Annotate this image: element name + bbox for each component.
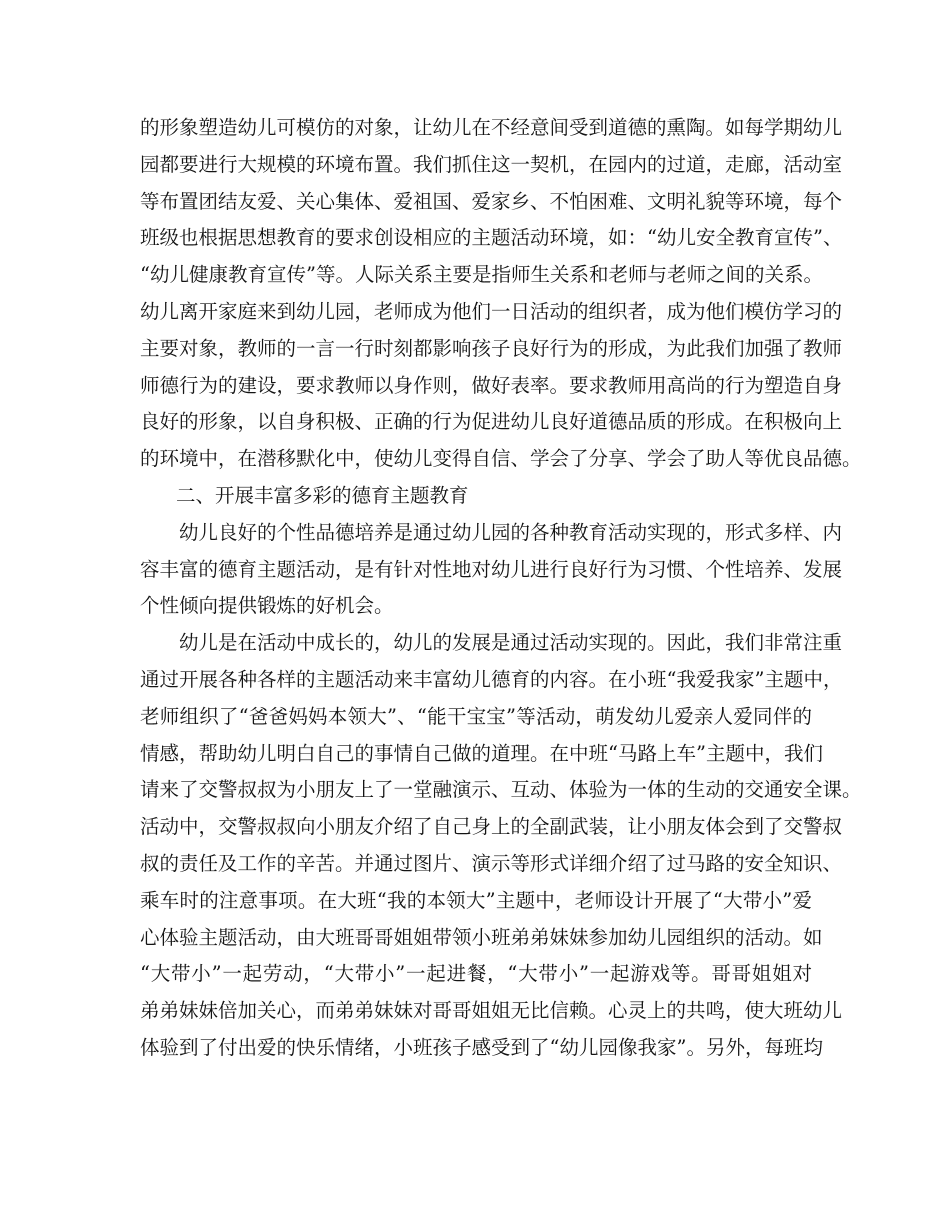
- text-line: 良好的形象，以自身积极、正确的行为促进幼儿良好道德品质的形成。在积极向上: [140, 410, 843, 434]
- text-line: 通过开展各种各样的主题活动来丰富幼儿德育的内容。在小班“我爱我家”主题中，: [140, 667, 843, 691]
- text-line: 老师组织了“爸爸妈妈本领大”、“能干宝宝”等活动，萌发幼儿爱亲人爱同伴的: [140, 704, 812, 728]
- text-line: 幼儿良好的个性品德培养是通过幼儿园的各种教育活动实现的，形式多样、内: [179, 520, 843, 544]
- text-line: 幼儿是在活动中成长的，幼儿的发展是通过活动实现的。因此，我们非常注重: [179, 631, 843, 655]
- text-line: 师德行为的建设，要求教师以身作则，做好表率。要求教师用高尚的行为塑造自身: [140, 373, 843, 397]
- paragraph-1: [140, 110, 862, 478]
- text-line: 等布置团结友爱、关心集体、爱祖国、爱家乡、不怕困难、文明礼貌等环境，每个: [140, 189, 843, 213]
- text-line: 个性倾向提供锻炼的好机会。: [140, 594, 394, 618]
- paragraph-3: [140, 625, 862, 1067]
- text-line: “大带小”一起劳动，“大带小”一起进餐，“大带小”一起游戏等。哥哥姐姐对: [140, 962, 812, 986]
- document-page: [140, 110, 862, 1067]
- text-line: 情感，帮助幼儿明白自己的事情自己做的道理。在中班“马路上车”主题中，我们: [140, 741, 823, 765]
- text-line: 主要对象，教师的一言一行时刻都影响孩子良好行为的形成，为此我们加强了教师: [140, 336, 843, 360]
- text-line: 体验到了付出爱的快乐情绪，小班孩子感受到了“幼儿园像我家”。另外，每班均: [140, 1035, 823, 1059]
- text-line: 心体验主题活动，由大班哥哥姐姐带领小班弟弟妹妹参加幼儿园组织的活动。如: [140, 925, 823, 949]
- text-line: 的环境中，在潜移默化中，使幼儿变得自信、学会了分享、学会了助人等优良品德。: [140, 447, 862, 471]
- text-line: 幼儿离开家庭来到幼儿园，老师成为他们一日活动的组织者，成为他们模仿学习的: [140, 299, 843, 323]
- text-line: 班级也根据思想教育的要求创设相应的主题活动环境，如：“幼儿安全教育宣传”、: [140, 226, 843, 250]
- text-line: 请来了交警叔叔为小朋友上了一堂融演示、互动、体验为一体的生动的交通安全课。: [140, 778, 862, 802]
- text-line: 容丰富的德育主题活动，是有针对性地对幼儿进行良好行为习惯、个性培养、发展: [140, 557, 843, 581]
- text-line: 活动中，交警叔叔向小朋友介绍了自己身上的全副武装，让小朋友体会到了交警叔: [140, 815, 843, 839]
- text-line: 的形象塑造幼儿可模仿的对象，让幼儿在不经意间受到道德的熏陶。如每学期幼儿: [140, 116, 843, 139]
- text-line: 园都要进行大规模的环境布置。我们抓住这一契机，在园内的过道，走廊，活动室: [140, 152, 843, 176]
- text-line: 叔的责任及工作的辛苦。并通过图片、演示等形式详细介绍了过马路的安全知识、: [140, 851, 843, 875]
- text-line: 弟弟妹妹倍加关心，而弟弟妹妹对哥哥姐姐无比信赖。心灵上的共鸣，使大班幼儿: [140, 999, 843, 1023]
- paragraph-2: [140, 515, 843, 625]
- text-line: “幼儿健康教育宣传”等。人际关系主要是指师生关系和老师与老师之间的关系。: [140, 263, 823, 287]
- text-line: 乘车时的注意事项。在大班“我的本领大”主题中，老师设计开展了“大带小”爱: [140, 888, 812, 912]
- section-heading: 二、开展丰富多彩的德育主题教育: [176, 483, 469, 507]
